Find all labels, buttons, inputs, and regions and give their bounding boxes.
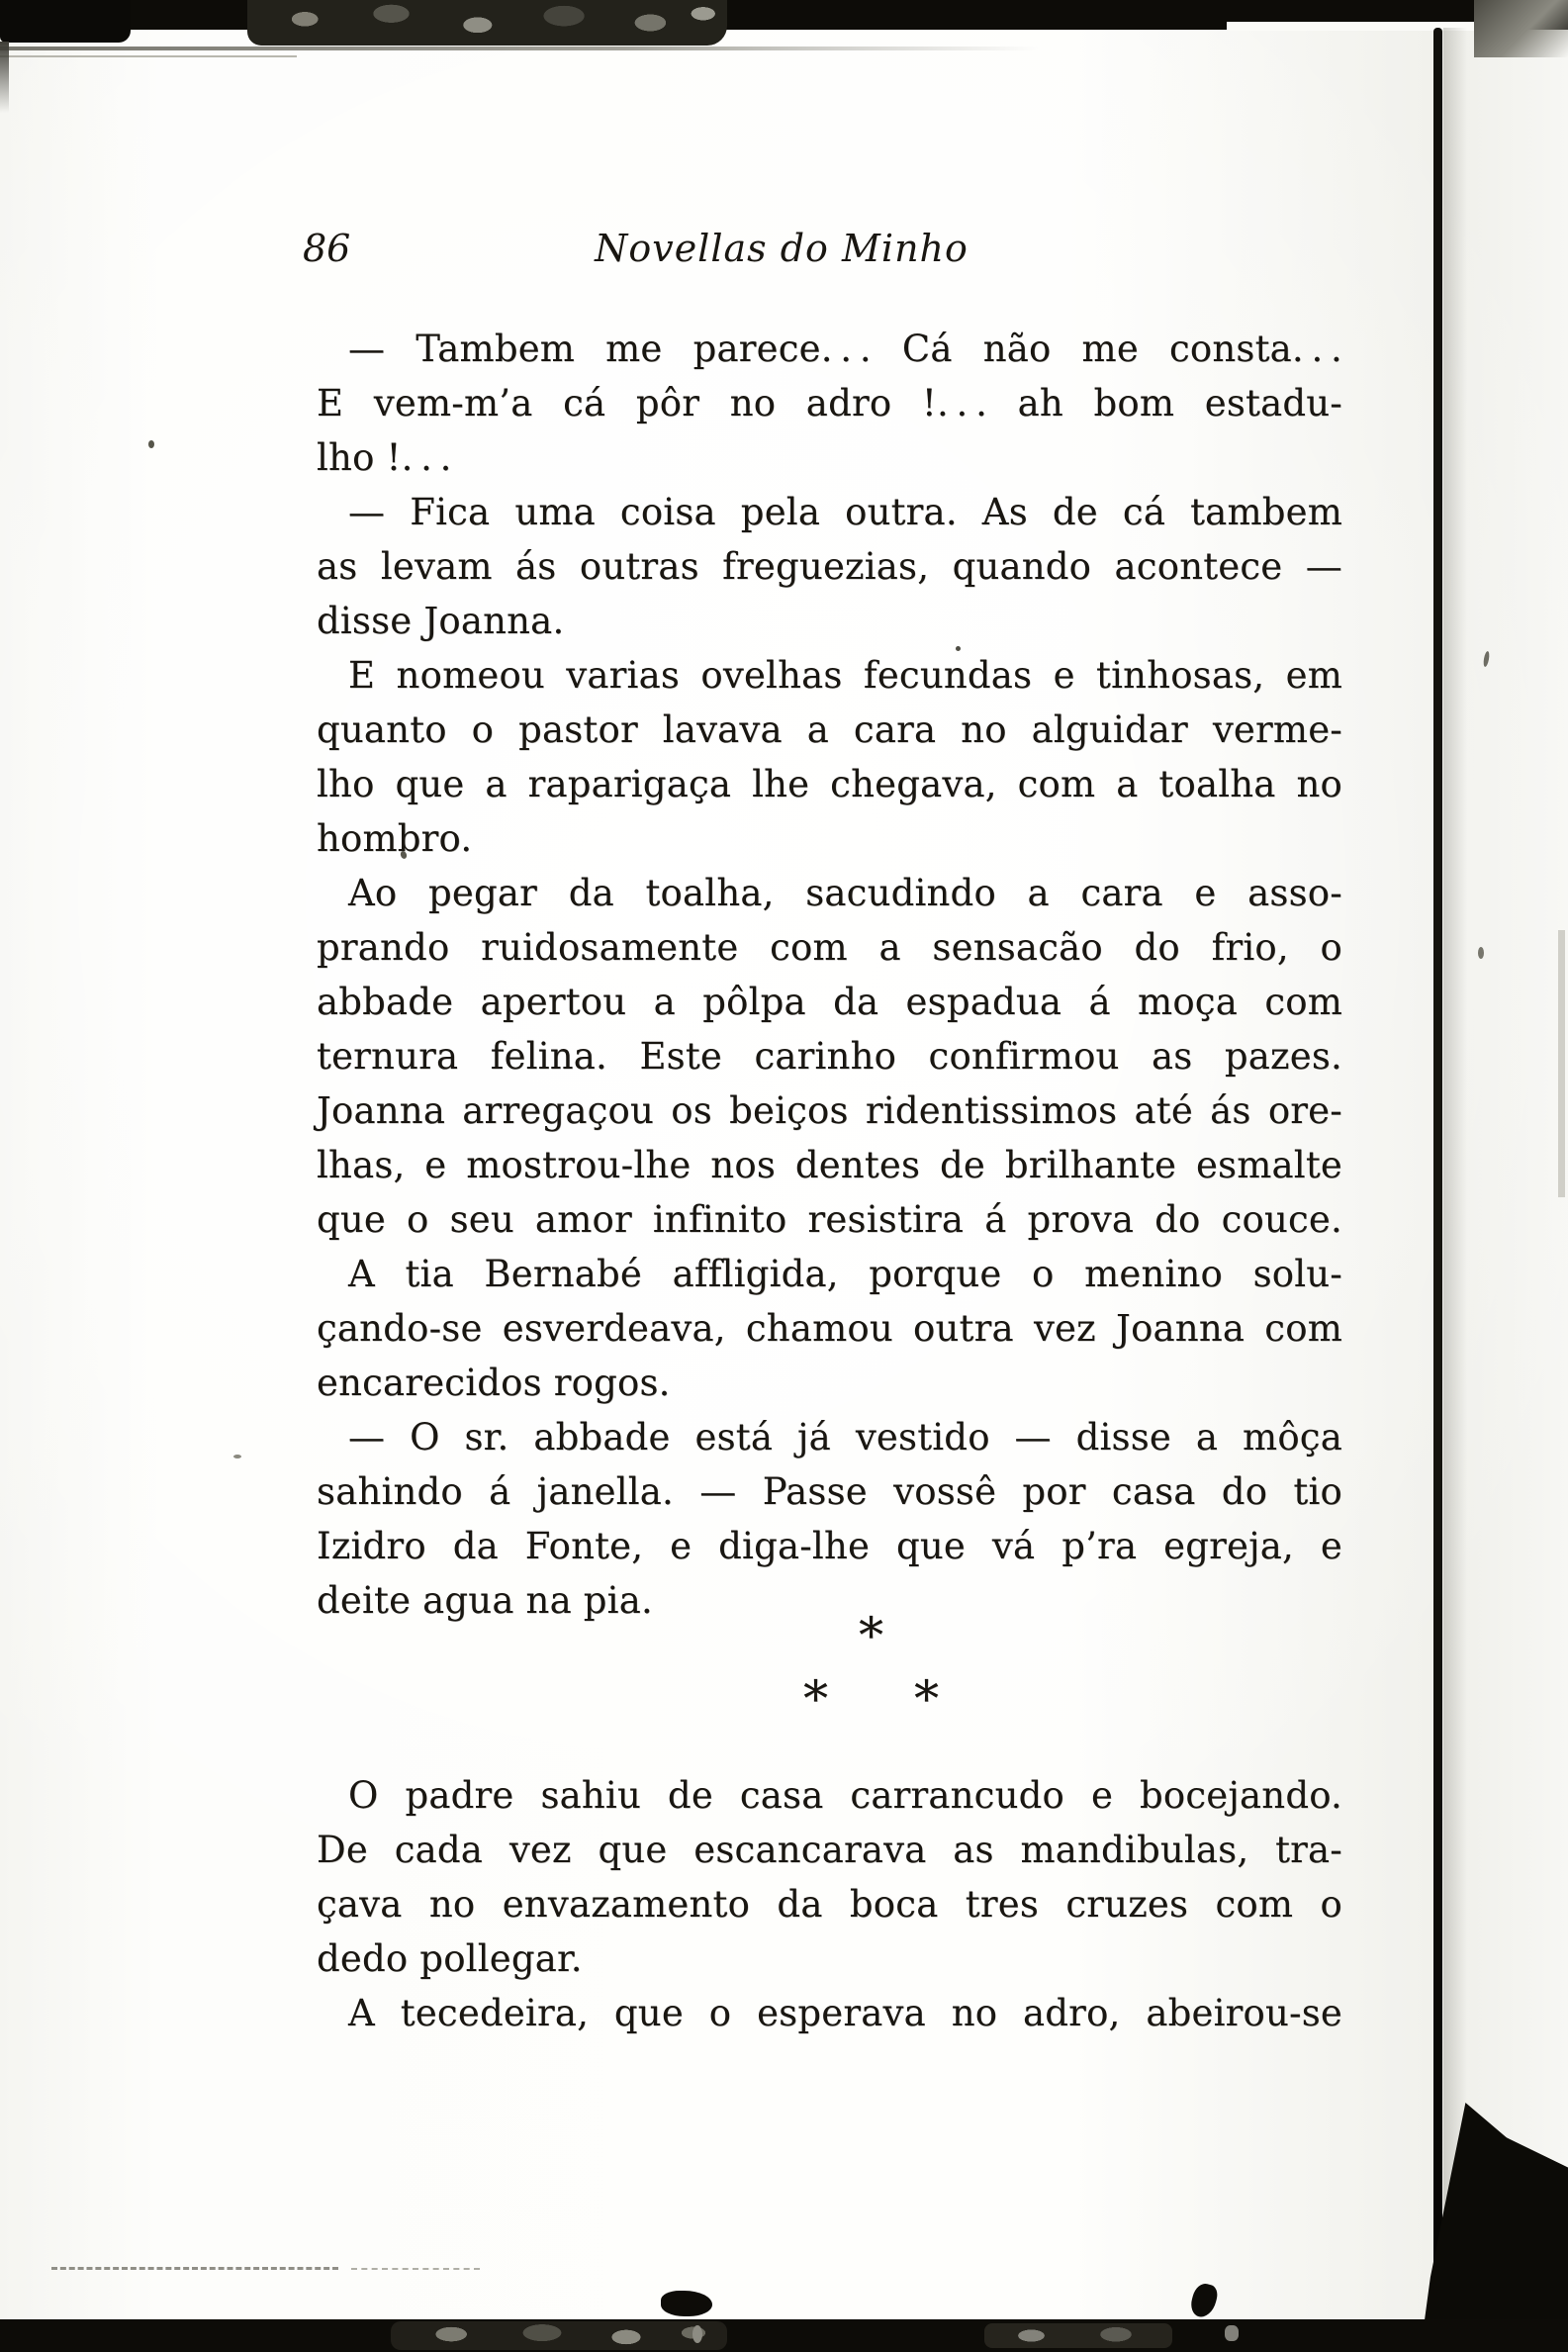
text-line: O padre sahiu de casa carrancudo e bocejando. [348,1774,1342,1817]
scan-artifact-band-speck [692,2325,702,2343]
paragraph [317,866,1342,1247]
text-line: Izidro da Fonte, e diga-lhe que vá p’ra egreja, e [317,1525,1342,1567]
text-line: lhas, e mostrou-lhe nos dentes de brilhante esmalte [317,1144,1342,1186]
text-line: ternura felina. Este carinho confirmou as pazes. [317,1035,1342,1078]
book-spine-shadow [1443,28,1467,2304]
text-line: deite agua na pia. [317,1579,653,1622]
text-line: lho que a raparigaça lhe chegava, com a toalha no [317,763,1342,805]
text-line: abbade apertou a pôlpa da espadua á moça com [317,981,1342,1023]
ink-speck [1483,651,1491,668]
text-line: — Tambem me parece. . . Cá não me consta. . . [348,328,1342,370]
scan-artifact-gray-rule [0,47,1039,50]
paragraph [317,485,1342,648]
asterisk: * [914,1670,939,1728]
scan-artifact-ink-blob-2 [1188,2281,1220,2319]
paragraph [317,322,1342,485]
text-line: De cada vez que escancarava as mandibulas, tra- [317,1829,1342,1871]
text-line: as levam ás outras freguezias, quando acontece — [317,545,1342,588]
scan-artifact-top-texture [247,0,727,46]
paragraph [317,648,1342,866]
text-line: quanto o pastor lavava a cara no alguidar verme- [317,708,1342,751]
text-line: dedo pollegar. [317,1937,583,1980]
scan-artifact-ink-blob [661,2291,712,2316]
scan-artifact-bottom-texture [391,2321,727,2350]
scan-artifact-top-right-corner [1474,0,1568,57]
ink-speck [148,440,154,448]
paragraph [317,1986,1342,2040]
paragraph [317,1410,1342,1628]
scan-artifact-dashed-line [51,2267,338,2270]
text-line: sahindo á janella. — Passe vossê por casa do tio [317,1470,1342,1513]
body-text-block-1 [317,322,1342,1628]
book-spine-line [1433,28,1442,2325]
text-line: prando ruidosamente com a sensacão do frio, o [317,926,1342,969]
text-line: A tia Bernabé affligida, porque o menino solu- [348,1253,1342,1295]
ink-speck [233,1455,241,1458]
scan-artifact-top-left-corner [0,0,131,43]
running-head [303,224,1340,273]
text-line: — O sr. abbade está já vestido — disse a môça [348,1416,1342,1458]
scan-artifact-edge-streak [1558,930,1565,1197]
asterisk: * [859,1607,883,1664]
paragraph [317,1768,1342,1986]
page-number: 86 [303,227,351,270]
running-title: Novellas do Minho [595,227,968,270]
text-line: hombro. [317,817,473,860]
text-line: çava no envazamento da boca tres cruzes com o [317,1883,1342,1926]
scan-artifact-bottom-edge [0,2319,1568,2352]
text-line: encarecidos rogos. [317,1362,671,1404]
asterisk: * [803,1670,828,1728]
scan-artifact-dashed-line-2 [351,2268,480,2270]
paragraph [317,1247,1342,1410]
scan-artifact-bottom-texture-2 [984,2323,1172,2348]
text-line: A tecedeira, que o esperava no adro, abeirou-se [348,1992,1342,2034]
scan-artifact-gray-rule-2 [0,55,297,57]
text-line: que o seu amor infinito resistira á prova do couce. [317,1198,1342,1241]
text-line: E nomeou varias ovelhas fecundas e tinhosas, em [348,654,1342,697]
text-line: Ao pegar da toalha, sacudindo a cara e asso- [348,872,1342,914]
body-text-block-2 [317,1768,1342,2040]
text-line: lho !. . . [317,436,452,479]
text-line: disse Joanna. [317,600,565,642]
scan-artifact-left-smudge [0,42,9,113]
ink-speck [1478,947,1484,959]
scan-artifact-band-speck-2 [1225,2325,1239,2341]
text-line: — Fica uma coisa pela outra. As de cá tambem [348,491,1342,533]
text-line: Joanna arregaçou os beiços ridentissimos até ás ore- [317,1089,1342,1132]
text-line: çando-se esverdeava, chamou outra vez Joanna com [317,1307,1342,1350]
text-line: E vem-m’a cá pôr no adro !. . . ah bom estadu- [317,382,1342,424]
